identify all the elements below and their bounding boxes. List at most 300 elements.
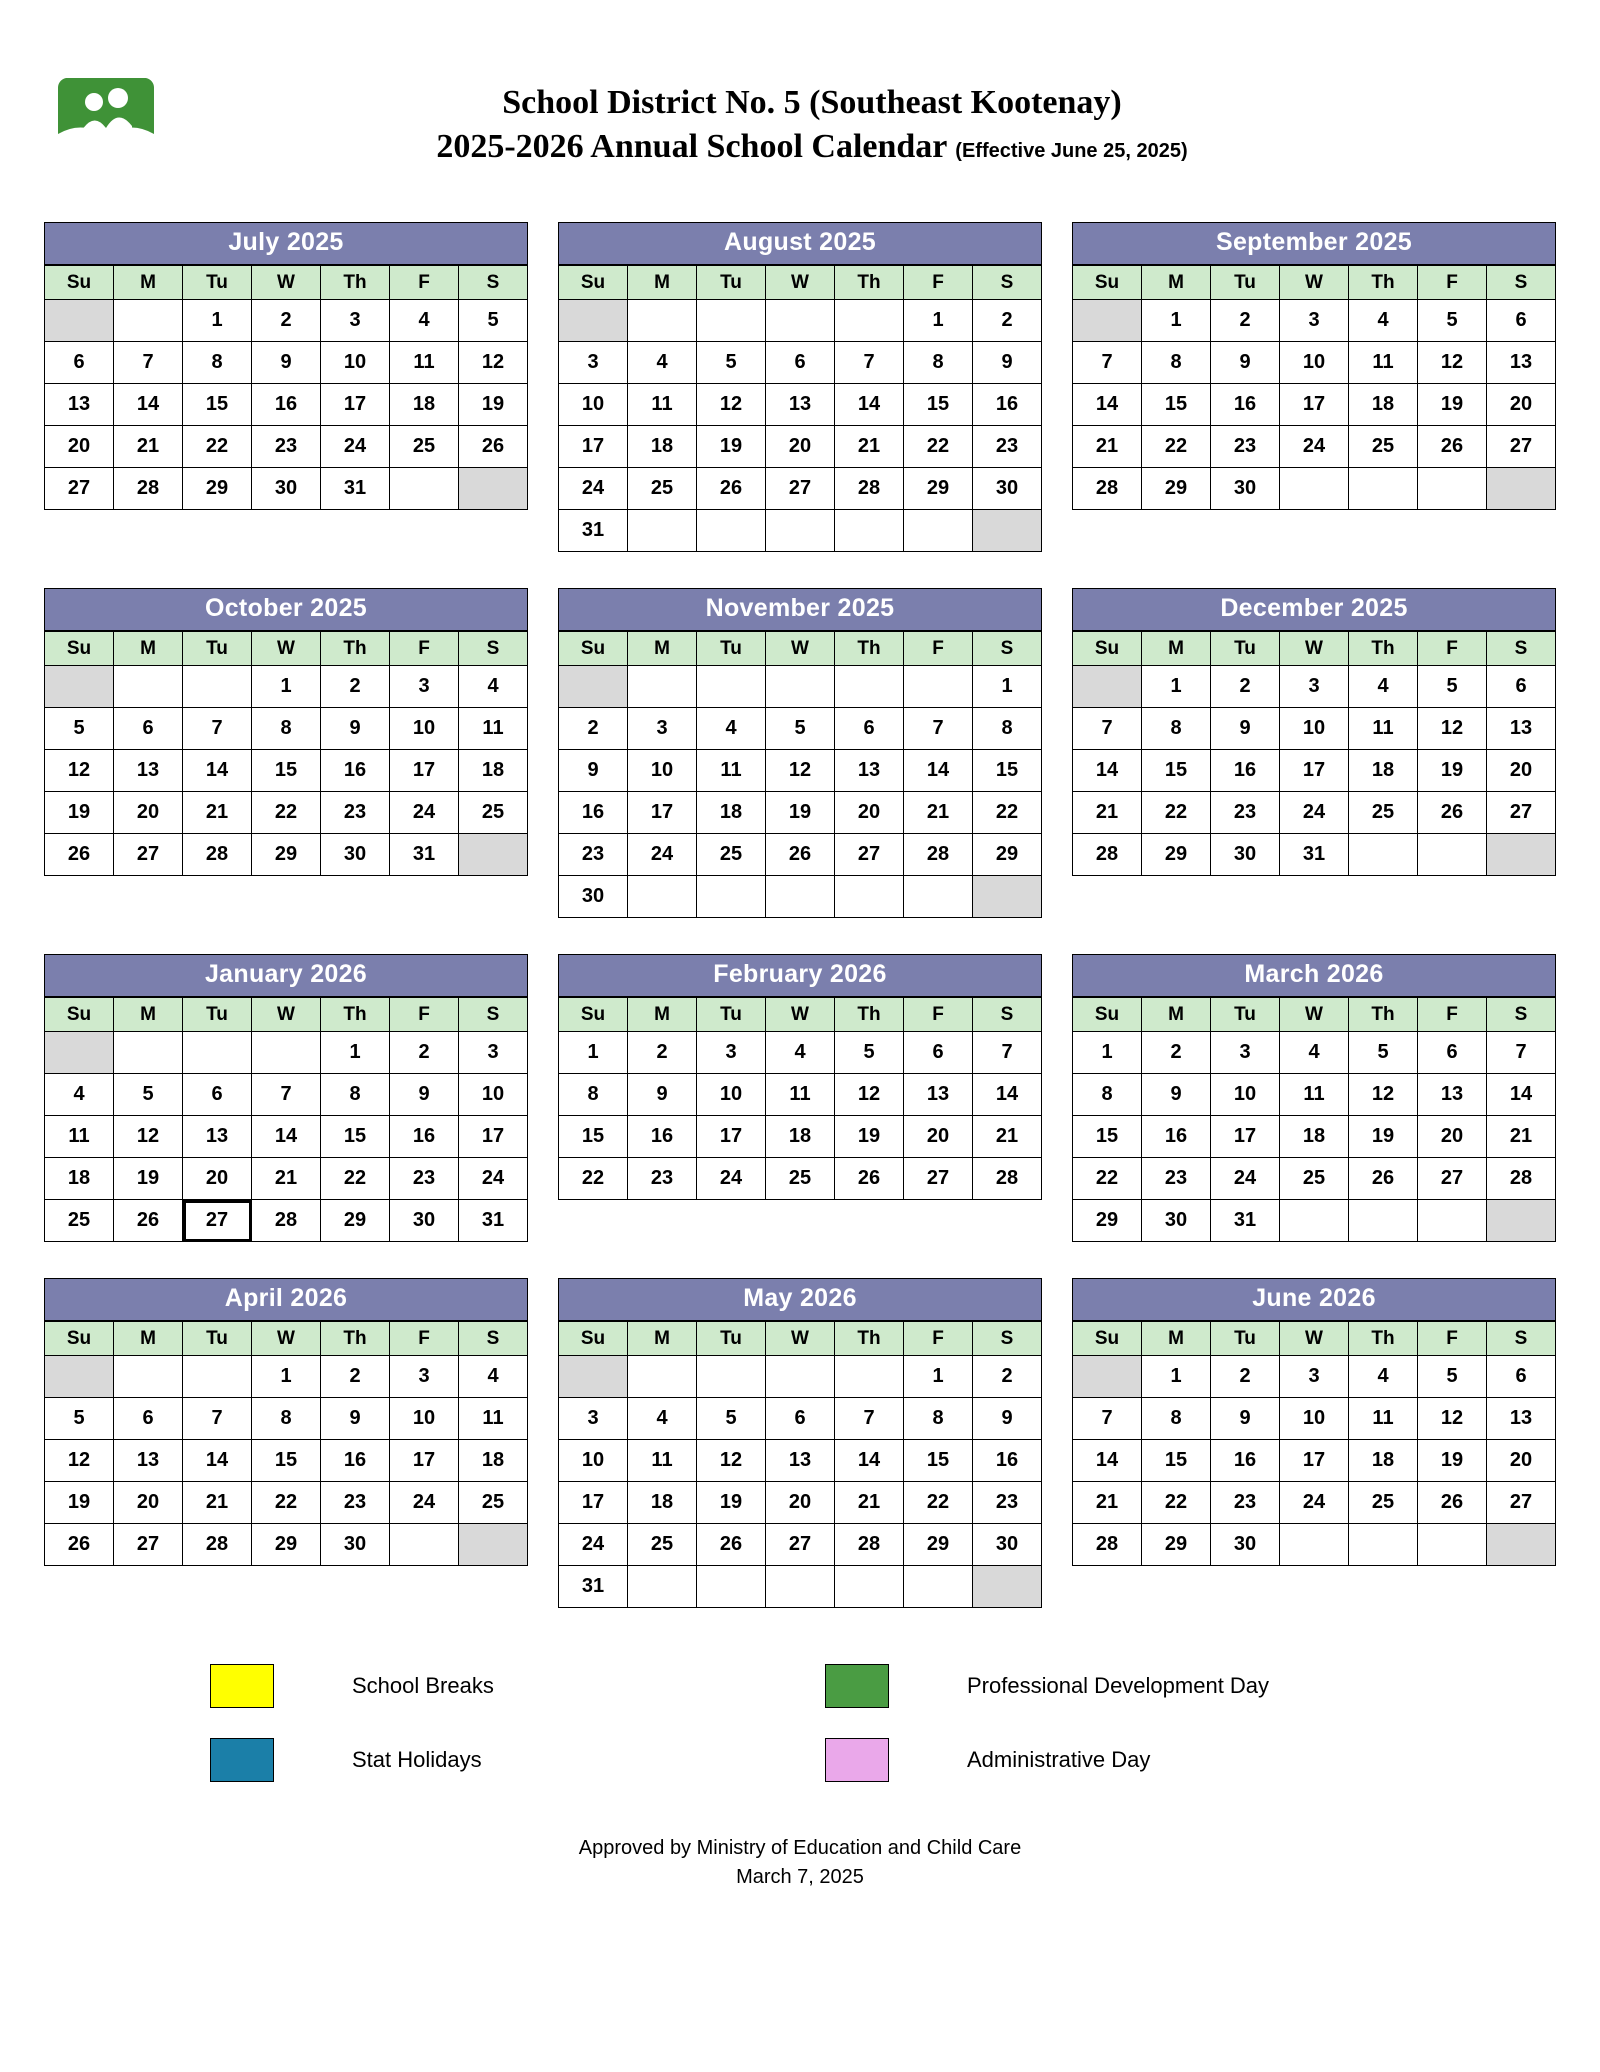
day-cell: 13 [1487,1398,1556,1440]
day-cell: 20 [114,792,183,834]
day-cell: 22 [1142,426,1211,468]
empty-day-cell [390,1524,459,1566]
day-cell: 11 [390,342,459,384]
day-cell: 26 [45,834,114,876]
month-title: May 2026 [558,1278,1042,1321]
day-cell: 21 [1073,1482,1142,1524]
week-row [1073,1158,1556,1200]
day-cell: 29 [321,1200,390,1242]
empty-day-cell [1418,468,1487,510]
day-cell: 18 [628,1482,697,1524]
day-cell: 27 [183,1200,252,1242]
weekday-header: Su [45,1322,114,1356]
weekday-header-row [45,266,528,300]
day-cell: 18 [45,1158,114,1200]
empty-day-cell [973,510,1042,552]
day-cell: 11 [459,1398,528,1440]
weekday-header: Th [321,998,390,1032]
day-cell: 25 [459,792,528,834]
month-block [1072,222,1556,552]
weekday-header: W [766,998,835,1032]
weekday-header: F [390,998,459,1032]
empty-day-cell [1487,1524,1556,1566]
empty-day-cell [628,666,697,708]
empty-day-cell [559,666,628,708]
day-cell: 21 [1073,426,1142,468]
day-cell: 28 [183,834,252,876]
month-table [1072,1321,1556,1566]
empty-day-cell [1487,1200,1556,1242]
day-cell: 1 [252,666,321,708]
day-cell: 6 [904,1032,973,1074]
day-cell: 29 [1073,1200,1142,1242]
weekday-header: Su [45,266,114,300]
empty-day-cell [252,1032,321,1074]
day-cell: 8 [183,342,252,384]
empty-day-cell [183,1032,252,1074]
day-cell: 2 [628,1032,697,1074]
weekday-header-row [45,998,528,1032]
day-cell: 20 [835,792,904,834]
day-cell: 12 [1418,708,1487,750]
day-cell: 8 [904,1398,973,1440]
day-cell: 23 [973,1482,1042,1524]
day-cell: 7 [114,342,183,384]
day-cell: 15 [904,1440,973,1482]
day-cell: 22 [1142,1482,1211,1524]
day-cell: 31 [321,468,390,510]
day-cell: 30 [1211,1524,1280,1566]
day-cell: 10 [1280,1398,1349,1440]
day-cell: 14 [835,384,904,426]
day-cell: 19 [766,792,835,834]
weekday-header: M [1142,1322,1211,1356]
week-row [45,384,528,426]
day-cell: 14 [1073,1440,1142,1482]
day-cell: 24 [459,1158,528,1200]
day-cell: 26 [1418,1482,1487,1524]
week-row [45,468,528,510]
weekday-header: Th [835,632,904,666]
empty-day-cell [1418,1200,1487,1242]
weekday-header: Tu [697,1322,766,1356]
day-cell: 10 [1280,342,1349,384]
effective-date: (Effective June 25, 2025) [955,139,1188,162]
day-cell: 20 [1487,384,1556,426]
week-row [1073,1116,1556,1158]
page-subtitle [154,125,1470,169]
day-cell: 30 [1211,468,1280,510]
day-cell: 4 [390,300,459,342]
day-cell: 25 [628,1524,697,1566]
week-row [559,1158,1042,1200]
weekday-header: Su [559,1322,628,1356]
weekday-header: W [766,1322,835,1356]
empty-day-cell [114,300,183,342]
approval-date: March 7, 2025 [736,1866,864,1888]
legend-item [210,1664,825,1708]
empty-day-cell [835,300,904,342]
weekday-header: W [252,998,321,1032]
day-cell: 5 [459,300,528,342]
day-cell: 21 [183,1482,252,1524]
day-cell: 8 [252,708,321,750]
week-row [1073,792,1556,834]
approval-line: Approved by Ministry of Education and Child Care [578,1837,1022,1859]
day-cell: 21 [973,1116,1042,1158]
day-cell: 10 [390,1398,459,1440]
legend-label: School Breaks [352,1673,494,1698]
day-cell: 3 [697,1032,766,1074]
week-row [1073,1398,1556,1440]
day-cell: 27 [114,1524,183,1566]
day-cell: 18 [766,1116,835,1158]
day-cell: 7 [183,1398,252,1440]
weekday-header: Tu [1211,1322,1280,1356]
day-cell: 13 [1487,342,1556,384]
day-cell: 8 [973,708,1042,750]
month-title: November 2025 [558,588,1042,631]
empty-day-cell [628,510,697,552]
month-table [44,997,528,1242]
week-row [1073,342,1556,384]
month-title: July 2025 [44,222,528,265]
month-table [44,265,528,510]
day-cell: 29 [904,1524,973,1566]
day-cell: 26 [114,1200,183,1242]
week-row [45,426,528,468]
week-row [45,1356,528,1398]
day-cell: 26 [45,1524,114,1566]
week-row [559,300,1042,342]
empty-day-cell [45,1356,114,1398]
week-row [1073,834,1556,876]
empty-day-cell [1349,1200,1418,1242]
day-cell: 23 [628,1158,697,1200]
day-cell: 17 [1280,384,1349,426]
weekday-header: M [1142,632,1211,666]
day-cell: 25 [1280,1158,1349,1200]
week-row [559,1074,1042,1116]
weekday-header: Th [1349,632,1418,666]
empty-day-cell [973,876,1042,918]
day-cell: 12 [1418,1398,1487,1440]
day-cell: 18 [1349,1440,1418,1482]
month-block [44,1278,528,1608]
empty-day-cell [559,300,628,342]
day-cell: 29 [183,468,252,510]
legend [40,1664,1560,1782]
day-cell: 10 [321,342,390,384]
day-cell: 24 [559,1524,628,1566]
day-cell: 27 [45,468,114,510]
legend-swatch-pd [825,1664,889,1708]
week-row [559,342,1042,384]
empty-day-cell [697,300,766,342]
day-cell: 28 [1073,1524,1142,1566]
day-cell: 31 [559,510,628,552]
day-cell: 4 [459,666,528,708]
day-cell: 5 [1418,1356,1487,1398]
week-row [45,1116,528,1158]
month-block [44,222,528,552]
day-cell: 9 [321,1398,390,1440]
day-cell: 1 [904,300,973,342]
empty-day-cell [766,510,835,552]
day-cell: 30 [1142,1200,1211,1242]
day-cell: 11 [697,750,766,792]
day-cell: 4 [697,708,766,750]
month-title: March 2026 [1072,954,1556,997]
week-row [45,792,528,834]
weekday-header: Th [321,632,390,666]
week-row [1073,384,1556,426]
day-cell: 25 [459,1482,528,1524]
empty-day-cell [835,666,904,708]
day-cell: 14 [183,750,252,792]
day-cell: 4 [1349,1356,1418,1398]
week-row [559,426,1042,468]
day-cell: 14 [183,1440,252,1482]
day-cell: 13 [904,1074,973,1116]
weekday-header-row [1073,1322,1556,1356]
day-cell: 9 [1211,1398,1280,1440]
day-cell: 6 [766,342,835,384]
day-cell: 20 [183,1158,252,1200]
empty-day-cell [766,300,835,342]
weekday-header-row [45,1322,528,1356]
legend-item [825,1738,1440,1782]
weekday-header-row [559,632,1042,666]
day-cell: 20 [904,1116,973,1158]
weekday-header: M [628,632,697,666]
day-cell: 24 [321,426,390,468]
day-cell: 29 [252,1524,321,1566]
day-cell: 28 [183,1524,252,1566]
weekday-header: Su [1073,632,1142,666]
day-cell: 16 [1142,1116,1211,1158]
day-cell: 26 [459,426,528,468]
weekday-header: F [904,998,973,1032]
week-row [45,1074,528,1116]
weekday-header: Su [559,998,628,1032]
weekday-header: Th [1349,1322,1418,1356]
day-cell: 20 [766,1482,835,1524]
week-row [1073,1074,1556,1116]
day-cell: 11 [1349,708,1418,750]
empty-day-cell [1349,834,1418,876]
weekday-header: W [1280,632,1349,666]
day-cell: 25 [1349,426,1418,468]
weekday-header: W [252,266,321,300]
weekday-header: F [1418,266,1487,300]
week-row [559,1398,1042,1440]
day-cell: 30 [390,1200,459,1242]
empty-day-cell [766,1566,835,1608]
week-row [559,468,1042,510]
day-cell: 12 [1418,342,1487,384]
day-cell: 2 [321,666,390,708]
month-title: October 2025 [44,588,528,631]
empty-day-cell [1280,1524,1349,1566]
weekday-header: F [1418,632,1487,666]
day-cell: 26 [697,468,766,510]
day-cell: 16 [321,1440,390,1482]
day-cell: 4 [628,1398,697,1440]
day-cell: 8 [1142,708,1211,750]
weekday-header: S [973,1322,1042,1356]
empty-day-cell [904,1566,973,1608]
week-row [1073,1440,1556,1482]
legend-item [825,1664,1440,1708]
day-cell: 22 [321,1158,390,1200]
week-row [45,1398,528,1440]
day-cell: 23 [1142,1158,1211,1200]
day-cell: 14 [904,750,973,792]
weekday-header: Tu [183,632,252,666]
day-cell: 7 [835,1398,904,1440]
day-cell: 2 [973,300,1042,342]
weekday-header-row [1073,998,1556,1032]
weekday-header: Th [835,1322,904,1356]
day-cell: 15 [559,1116,628,1158]
day-cell: 13 [766,384,835,426]
day-cell: 19 [45,792,114,834]
day-cell: 2 [390,1032,459,1074]
day-cell: 1 [321,1032,390,1074]
legend-label: Professional Development Day [967,1673,1270,1698]
weekday-header: M [628,1322,697,1356]
day-cell: 1 [904,1356,973,1398]
day-cell: 25 [697,834,766,876]
day-cell: 3 [321,300,390,342]
day-cell: 24 [1280,792,1349,834]
day-cell: 24 [628,834,697,876]
day-cell: 28 [973,1158,1042,1200]
day-cell: 11 [1349,1398,1418,1440]
day-cell: 4 [1280,1032,1349,1074]
day-cell: 24 [1211,1158,1280,1200]
day-cell: 11 [628,1440,697,1482]
month-block [44,588,528,918]
weekday-header: W [252,632,321,666]
day-cell: 19 [1418,1440,1487,1482]
weekday-header: Th [1349,266,1418,300]
empty-day-cell [1280,1200,1349,1242]
day-cell: 20 [1418,1116,1487,1158]
day-cell: 21 [183,792,252,834]
empty-day-cell [835,510,904,552]
day-cell: 10 [628,750,697,792]
day-cell: 9 [321,708,390,750]
day-cell: 15 [904,384,973,426]
day-cell: 31 [1280,834,1349,876]
day-cell: 7 [1073,708,1142,750]
day-cell: 20 [1487,750,1556,792]
weekday-header: F [390,632,459,666]
day-cell: 19 [459,384,528,426]
weekday-header: S [973,266,1042,300]
title-block [154,60,1560,169]
weekday-header: Su [1073,266,1142,300]
day-cell: 22 [904,1482,973,1524]
month-title: June 2026 [1072,1278,1556,1321]
day-cell: 28 [1487,1158,1556,1200]
day-cell: 21 [252,1158,321,1200]
day-cell: 17 [559,1482,628,1524]
day-cell: 8 [1142,342,1211,384]
legend-swatch-break [210,1664,274,1708]
day-cell: 5 [1349,1032,1418,1074]
empty-day-cell [45,1032,114,1074]
day-cell: 29 [904,468,973,510]
day-cell: 16 [973,384,1042,426]
empty-day-cell [904,510,973,552]
day-cell: 27 [766,1524,835,1566]
day-cell: 14 [1487,1074,1556,1116]
day-cell: 5 [835,1032,904,1074]
week-row [1073,1482,1556,1524]
day-cell: 19 [1418,750,1487,792]
week-row [1073,666,1556,708]
day-cell: 12 [114,1116,183,1158]
month-block [1072,954,1556,1242]
weekday-header: Tu [697,632,766,666]
day-cell: 4 [628,342,697,384]
school-district-logo [58,74,154,178]
month-table [44,1321,528,1566]
weekday-header: Th [1349,998,1418,1032]
day-cell: 7 [835,342,904,384]
empty-day-cell [1349,1524,1418,1566]
empty-day-cell [1418,834,1487,876]
weekday-header: Th [835,266,904,300]
weekday-header: Su [1073,998,1142,1032]
empty-day-cell [114,1356,183,1398]
day-cell: 18 [459,750,528,792]
day-cell: 16 [1211,1440,1280,1482]
week-row [559,834,1042,876]
day-cell: 17 [390,750,459,792]
day-cell: 16 [321,750,390,792]
weekday-header: M [114,266,183,300]
month-table [1072,997,1556,1242]
empty-day-cell [183,1356,252,1398]
month-table [558,631,1042,918]
day-cell: 22 [559,1158,628,1200]
day-cell: 29 [973,834,1042,876]
week-row [45,300,528,342]
day-cell: 7 [1073,1398,1142,1440]
day-cell: 10 [697,1074,766,1116]
empty-day-cell [1073,666,1142,708]
week-row [45,1032,528,1074]
day-cell: 31 [459,1200,528,1242]
day-cell: 16 [1211,384,1280,426]
empty-day-cell [628,1566,697,1608]
weekday-header: S [1487,1322,1556,1356]
day-cell: 2 [559,708,628,750]
day-cell: 23 [1211,792,1280,834]
week-row [559,384,1042,426]
day-cell: 6 [114,708,183,750]
day-cell: 3 [559,342,628,384]
day-cell: 2 [1211,1356,1280,1398]
day-cell: 7 [183,708,252,750]
day-cell: 15 [973,750,1042,792]
weekday-header: M [628,998,697,1032]
day-cell: 28 [1073,834,1142,876]
